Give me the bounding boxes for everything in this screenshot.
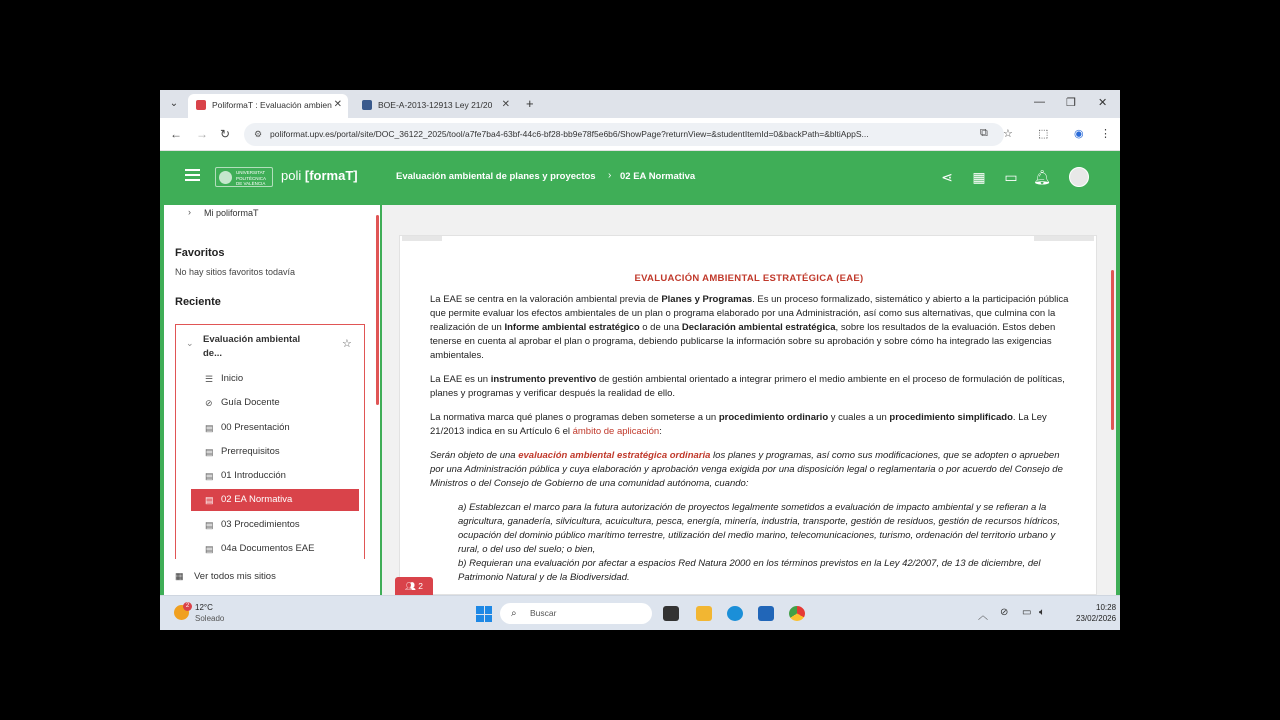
brand-name: [formaT] — [304, 168, 358, 183]
text: , sobre los resultados de la evaluación. Estos deben tenerse en cuenta al aprobar el plan o programa, debiendo publicarse la información sobre su aprobación y sobre cómo ha integrado las exigencias ambientales. — [430, 322, 1056, 361]
top-left-tab — [402, 236, 442, 241]
sidebar-item-procedimientos[interactable] — [191, 514, 359, 536]
grid-icon: ▦ — [175, 571, 184, 581]
sidebar-item-label: Prerrequisitos — [221, 446, 280, 457]
breadcrumb-page: 02 EA Normativa — [620, 171, 696, 182]
list-icon: ☰ — [205, 374, 214, 384]
screen — [160, 90, 1120, 630]
text: de gestión ambiental orientado a integrar primero el medio ambiente en el proceso de formulación de políticas, planes y programas y verificar después la realidad de ello. — [430, 374, 1065, 399]
edge-icon[interactable] — [727, 606, 743, 621]
breadcrumb-site[interactable]: Evaluación ambiental de planes y proyectos — [396, 171, 596, 182]
tab-poliformat[interactable] — [188, 94, 348, 118]
tab-search-dropdown-icon[interactable]: ⌄ — [169, 98, 179, 109]
page-icon: ▤ — [205, 423, 214, 433]
text: La normativa marca qué planes o programas deben someterse a un — [430, 412, 719, 423]
bold-text: procedimiento ordinario — [718, 412, 829, 423]
sidebar-item-label: 04a Documentos EAE — [221, 543, 315, 554]
sidebar-item-inicio[interactable] — [191, 368, 359, 390]
forward-icon[interactable]: → — [196, 127, 208, 141]
tab-title: PoliformaT : Evaluación ambien — [212, 100, 332, 110]
article-title: EVALUACIÓN AMBIENTAL ESTRATÉGICA (EAE) — [634, 273, 864, 284]
text: : — [659, 426, 662, 437]
address-toolbar — [160, 118, 1120, 151]
page-icon: ▤ — [205, 520, 214, 530]
sidebar-item-ea-normativa[interactable] — [191, 489, 359, 511]
chevron-right-icon[interactable]: › — [188, 207, 191, 217]
recent-site-title[interactable]: Evaluación ambiental de... — [203, 334, 301, 359]
ver-todos-mis-sitios-link[interactable] — [164, 563, 376, 595]
recent-site-box — [175, 324, 365, 559]
bold-text: Informe ambiental estratégico — [504, 322, 640, 333]
hamburger-menu-icon[interactable] — [185, 169, 200, 181]
close-tab-icon[interactable]: ✕ — [333, 99, 342, 110]
store-icon[interactable] — [758, 606, 774, 621]
network-icon[interactable]: ⊘ — [1000, 607, 1009, 618]
sidebar-item-label: 01 Introducción — [221, 470, 286, 481]
file-explorer-icon[interactable] — [696, 606, 712, 621]
taskbar-search[interactable] — [500, 603, 652, 624]
text: los planes y programas, así como sus modificaciones, que se adopten o aprueben por una Administración pública y cuya elaboración y aprobación venga exigida por una disposición legal o reglamentaria o por acuerdo del Consejo de Ministros o del Consejo de Gobierno de una comunidad autónoma, cuando: — [430, 450, 1063, 489]
display-icon[interactable]: ▭ — [1022, 607, 1032, 618]
sidebar — [164, 205, 380, 595]
tab-boe[interactable] — [354, 94, 516, 118]
users-icon: 👥︎ — [405, 581, 416, 591]
page-icon: ▤ — [205, 544, 214, 554]
sidebar-scrollbar[interactable] — [376, 215, 379, 405]
bold-text: Declaración ambiental estratégica — [681, 322, 836, 333]
poliformat-logo[interactable] — [281, 168, 358, 183]
taskbar — [160, 595, 1120, 630]
temperature: 12°C — [195, 603, 213, 612]
cast-icon[interactable]: ⧉ — [980, 127, 988, 139]
search-placeholder: Buscar — [530, 608, 557, 618]
new-tab-icon[interactable]: + — [526, 96, 534, 111]
close-window-icon[interactable]: ✕ — [1098, 97, 1108, 109]
page-icon: ▤ — [205, 471, 214, 481]
avatar[interactable] — [1069, 167, 1089, 187]
tray-chevron-up-icon[interactable]: ︿ — [978, 611, 988, 622]
chevron-down-icon[interactable]: ⌄ — [186, 338, 194, 348]
sidebar-item-label: 03 Procedimientos — [221, 519, 300, 530]
volume-icon[interactable]: 🔈︎ — [1039, 607, 1045, 618]
bookmark-star-icon[interactable]: ☆ — [1003, 128, 1013, 140]
bold-text: procedimiento simplificado — [889, 412, 1013, 423]
compass-icon: ⊘ — [205, 398, 213, 408]
browser-tab-bar — [160, 90, 1120, 118]
chrome-icon[interactable] — [789, 606, 805, 621]
sidebar-item-presentacion[interactable] — [191, 417, 359, 439]
paragraph-intro — [430, 293, 1070, 363]
sidebar-item-label: Guía Docente — [221, 397, 280, 408]
main-scrollbar[interactable] — [1111, 270, 1114, 430]
top-right-tab — [1034, 236, 1094, 241]
upv-logo-text: UNIVERSITAT POLITÈCNICA DE VALÈNCIA — [236, 170, 266, 186]
boe-favicon-icon — [362, 100, 372, 110]
ambito-aplicacion-link[interactable]: ámbito de aplicación — [572, 426, 660, 437]
favoritos-empty-text: No hay sitios favoritos todavía — [175, 267, 296, 277]
task-view-icon[interactable] — [663, 606, 679, 621]
favorite-star-icon[interactable]: ☆ — [342, 338, 352, 350]
page-icon: ▤ — [205, 495, 214, 505]
text: Serán objeto de una — [430, 450, 519, 461]
reload-icon[interactable]: ↻ — [220, 127, 231, 141]
sidebar-item-label: 02 EA Normativa — [221, 494, 293, 505]
apps-grid-icon[interactable]: ▦ — [972, 169, 986, 185]
bell-icon[interactable]: 🔔︎ — [1033, 169, 1051, 185]
menu-dots-icon[interactable]: ⋮ — [1100, 128, 1111, 140]
app-header — [160, 151, 1120, 205]
favoritos-heading: Favoritos — [175, 247, 225, 259]
text: o de una — [639, 322, 682, 333]
minimize-icon[interactable]: — — [1034, 96, 1045, 108]
sidebar-item-documentos-eae[interactable] — [191, 538, 359, 560]
sidebar-item-label: 00 Presentación — [221, 422, 290, 433]
back-icon[interactable]: ← — [170, 127, 182, 141]
url-text: poliformat.upv.es/portal/site/DOC_36122_2025/tool/a7fe7ba4-63bf-44c6-bf28-bb9e78f5e6b6/ShowPage?returnView=&studentItemId=0&backPath=&bltiAppS... — [270, 129, 869, 139]
sidebar-item-prerrequisitos[interactable] — [191, 441, 359, 463]
weather-condition: Soleado — [195, 614, 225, 623]
breadcrumb-separator-icon: › — [608, 170, 612, 181]
restore-icon[interactable]: ❐ — [1066, 97, 1076, 109]
weather-badge: 2 — [183, 602, 192, 611]
mi-poliformat-link[interactable]: Mi poliformaT — [204, 208, 259, 218]
article-card — [399, 235, 1097, 595]
highlighted-text: evaluación ambiental estratégica ordinaria — [518, 450, 711, 461]
clock-date: 23/02/2026 — [1076, 614, 1117, 623]
share-icon[interactable]: ⋖ — [941, 169, 953, 185]
paragraph-clause-a: a) Establezcan el marco para la futura autorización de proyectos legalmente sometidos a evaluación de impacto ambiental y se refieran a la agricultura, ganadería, silvicultura, acuicultura, pesca, energía, minería, industria, transporte, gestión de residuos, gestión de recursos hídricos, ocupación del dominio público marítimo terrestre, utilización del medio marino, telecomunicaciones, turismo, ordenación del territorio urbano y rural, o del uso del suelo; o bien, — [458, 502, 1060, 555]
bold-text: instrumento preventivo — [490, 374, 597, 385]
sidebar-item-guia-docente[interactable] — [191, 392, 359, 414]
clock-time: 10:28 — [1096, 603, 1117, 612]
paragraph-instrumento — [430, 373, 1070, 401]
bold-text: Planes y Programas — [661, 294, 753, 305]
text: La EAE se centra en la valoración ambiental previa de — [430, 294, 662, 305]
tab-title: BOE-A-2013-12913 Ley 21/20 — [378, 100, 493, 110]
paragraph-clause-b: b) Requieran una evaluación por afectar a espacios Red Natura 2000 en los términos previstos en la Ley 42/2007, de 13 de diciembre, del Patrimonio Natural y de la Biodiversidad. — [458, 558, 1041, 583]
participants-badge[interactable] — [395, 577, 433, 595]
windows-start-icon[interactable] — [476, 606, 492, 622]
calendar-icon[interactable]: ▭ — [1004, 169, 1018, 185]
paragraph-normativa — [430, 411, 1070, 439]
close-tab-icon[interactable]: ✕ — [501, 99, 510, 110]
text: La EAE es un — [430, 374, 491, 385]
text: y cuales a un — [828, 412, 890, 423]
page-icon: ▤ — [205, 447, 214, 457]
sidebar-item-introduccion[interactable] — [191, 465, 359, 487]
content-frame — [160, 205, 1120, 595]
brand-prefix: poli — [281, 168, 302, 183]
text: . Es un proceso formalizado, sistemático y abierto a la participación pública que permite evaluar los efectos ambientales de un plan o programa elaborado por una Administración, así como sus alternativas, que culmina con la realización de un — [430, 294, 1069, 333]
profile-icon[interactable]: ◉ — [1074, 128, 1084, 140]
system-clock[interactable] — [1076, 602, 1116, 624]
reciente-heading: Reciente — [175, 296, 221, 308]
poliformat-favicon-icon — [196, 100, 206, 110]
upv-logo[interactable] — [215, 167, 273, 187]
participants-count: 2 — [418, 581, 423, 591]
search-icon: ⌕ — [511, 608, 517, 619]
main-content — [382, 205, 1116, 595]
footer-link-label: Ver todos mis sitios — [194, 571, 276, 582]
url-bar[interactable] — [244, 123, 1004, 146]
extensions-icon[interactable]: ⬚ — [1038, 128, 1049, 140]
site-info-icon[interactable]: ⚙ — [254, 129, 263, 139]
sidebar-item-label: Inicio — [221, 373, 244, 384]
paragraph-objeto — [430, 449, 1070, 491]
text: . La Ley 21/2013 indica en su Artículo 6 el — [430, 412, 1047, 437]
